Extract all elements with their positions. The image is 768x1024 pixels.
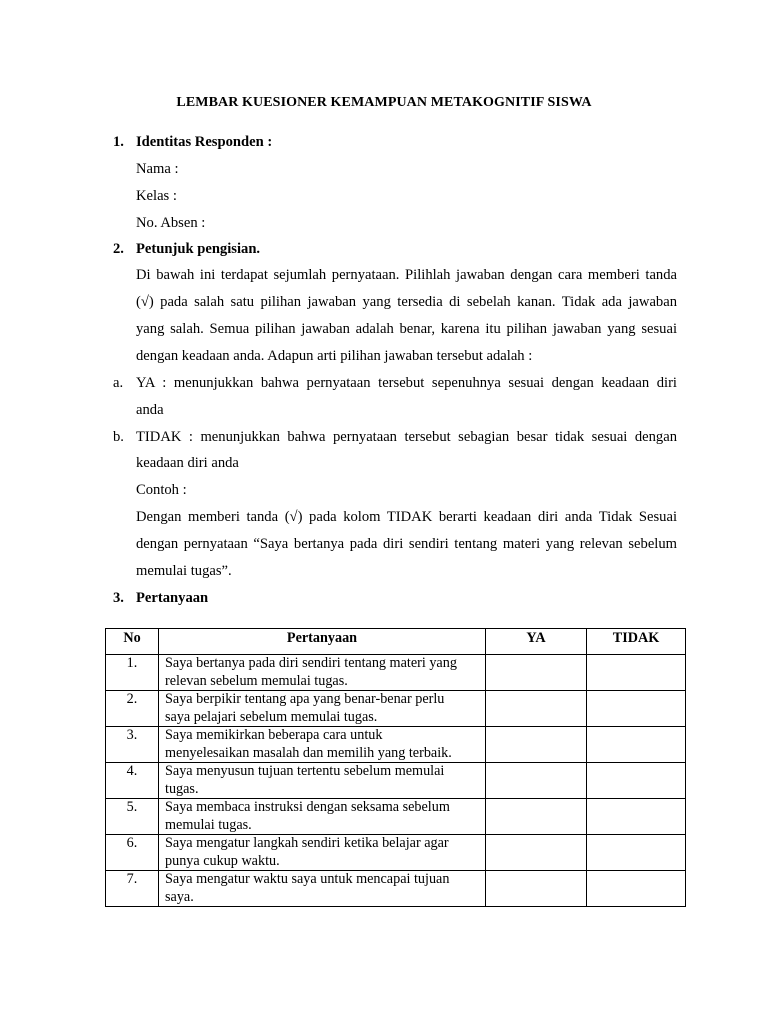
question-line: Saya berpikir tentang apa yang benar-benar perlu xyxy=(165,691,445,707)
example-label: Contoh : xyxy=(136,482,187,498)
question-line: punya cukup waktu. xyxy=(165,852,280,869)
question-line: Saya membaca instruksi dengan seksama sebelum xyxy=(165,799,450,815)
row-question xyxy=(159,799,486,835)
section-number: 2. xyxy=(113,241,124,257)
row-number: 4. xyxy=(106,763,159,799)
answer-cell-ya[interactable] xyxy=(486,655,587,691)
table-row xyxy=(106,763,686,799)
row-number: 5. xyxy=(106,799,159,835)
row-number: 2. xyxy=(106,691,159,727)
instruction-line: Di bawah ini terdapat sejumlah pernyataan. Pilihlah jawaban dengan cara memberi tanda xyxy=(136,267,677,283)
row-number: 7. xyxy=(106,871,159,907)
option-letter: a. xyxy=(113,375,124,391)
table-row xyxy=(106,799,686,835)
example-line: memulai tugas”. xyxy=(136,563,232,579)
question-line: tugas. xyxy=(165,780,199,797)
table-row xyxy=(106,871,686,907)
row-question xyxy=(159,871,486,907)
question-line: memulai tugas. xyxy=(165,816,252,833)
option-letter: b. xyxy=(113,429,124,445)
page-title: LEMBAR KUESIONER KEMAMPUAN METAKOGNITIF SISWA xyxy=(176,95,592,110)
question-line: relevan sebelum memulai tugas. xyxy=(165,672,348,689)
answer-cell-tidak[interactable] xyxy=(587,799,686,835)
answer-cell-ya[interactable] xyxy=(486,835,587,871)
question-line: saya. xyxy=(165,888,194,905)
section-number: 3. xyxy=(113,590,124,606)
header-question: Pertanyaan xyxy=(159,629,486,655)
question-line: Saya mengatur waktu saya untuk mencapai tujuan xyxy=(165,871,450,887)
row-question xyxy=(159,835,486,871)
example-line: dengan pernyataan “Saya bertanya pada diri sendiri tentang materi yang relevan sebelum xyxy=(136,536,677,552)
question-line: Saya bertanya pada diri sendiri tentang materi yang xyxy=(165,655,457,671)
answer-cell-ya[interactable] xyxy=(486,763,587,799)
answer-cell-tidak[interactable] xyxy=(587,871,686,907)
answer-cell-tidak[interactable] xyxy=(587,727,686,763)
question-line: saya pelajari sebelum memulai tugas. xyxy=(165,708,378,725)
answer-cell-tidak[interactable] xyxy=(587,655,686,691)
example-line: Dengan memberi tanda (√) pada kolom TIDAK berarti keadaan diri anda Tidak Sesuai xyxy=(136,509,677,525)
header-no: No xyxy=(106,629,159,655)
table-row xyxy=(106,727,686,763)
row-question xyxy=(159,691,486,727)
section-number: 1. xyxy=(113,134,124,150)
option-ya-line: anda xyxy=(136,402,164,418)
answer-cell-ya[interactable] xyxy=(486,727,587,763)
question-line: Saya memikirkan beberapa cara untuk xyxy=(165,727,383,743)
answer-cell-tidak[interactable] xyxy=(587,763,686,799)
question-line: Saya menyusun tujuan tertentu sebelum memulai xyxy=(165,763,445,779)
section-heading: Petunjuk pengisian. xyxy=(136,241,261,257)
section-heading: Identitas Responden : xyxy=(136,134,273,150)
instruction-line: dengan keadaan anda. Adapun arti pilihan jawaban tersebut adalah : xyxy=(136,348,533,364)
option-tidak-line: TIDAK : menunjukkan bahwa pernyataan tersebut sebagian besar tidak sesuai dengan xyxy=(136,429,677,445)
row-question xyxy=(159,727,486,763)
header-ya: YA xyxy=(486,629,587,655)
table-row xyxy=(106,655,686,691)
row-number: 6. xyxy=(106,835,159,871)
instruction-line: yang salah. Semua pilihan jawaban adalah benar, karena itu pilihan jawaban yang sesuai xyxy=(136,321,677,337)
questionnaire-table xyxy=(105,628,686,907)
answer-cell-tidak[interactable] xyxy=(587,835,686,871)
field-name-label: Nama : xyxy=(136,161,179,177)
answer-cell-tidak[interactable] xyxy=(587,691,686,727)
field-class-label: Kelas : xyxy=(136,188,177,204)
row-question xyxy=(159,655,486,691)
table-row xyxy=(106,691,686,727)
section-heading: Pertanyaan xyxy=(136,590,209,606)
row-question xyxy=(159,763,486,799)
table-header-row xyxy=(106,629,686,655)
option-ya-line: YA : menunjukkan bahwa pernyataan tersebut sepenuhnya sesuai dengan keadaan diri xyxy=(136,375,677,391)
row-number: 1. xyxy=(106,655,159,691)
answer-cell-ya[interactable] xyxy=(486,799,587,835)
row-number: 3. xyxy=(106,727,159,763)
question-line: menyelesaikan masalah dan memilih yang terbaik. xyxy=(165,744,452,761)
field-absence-number-label: No. Absen : xyxy=(136,215,206,231)
header-tidak: TIDAK xyxy=(587,629,686,655)
instruction-line: (√) pada salah satu pilihan jawaban yang tersedia di sebelah kanan. Tidak ada jawaban xyxy=(136,294,677,310)
answer-cell-ya[interactable] xyxy=(486,691,587,727)
question-line: Saya mengatur langkah sendiri ketika belajar agar xyxy=(165,835,449,851)
table-row xyxy=(106,835,686,871)
answer-cell-ya[interactable] xyxy=(486,871,587,907)
option-tidak-line: keadaan diri anda xyxy=(136,455,239,471)
